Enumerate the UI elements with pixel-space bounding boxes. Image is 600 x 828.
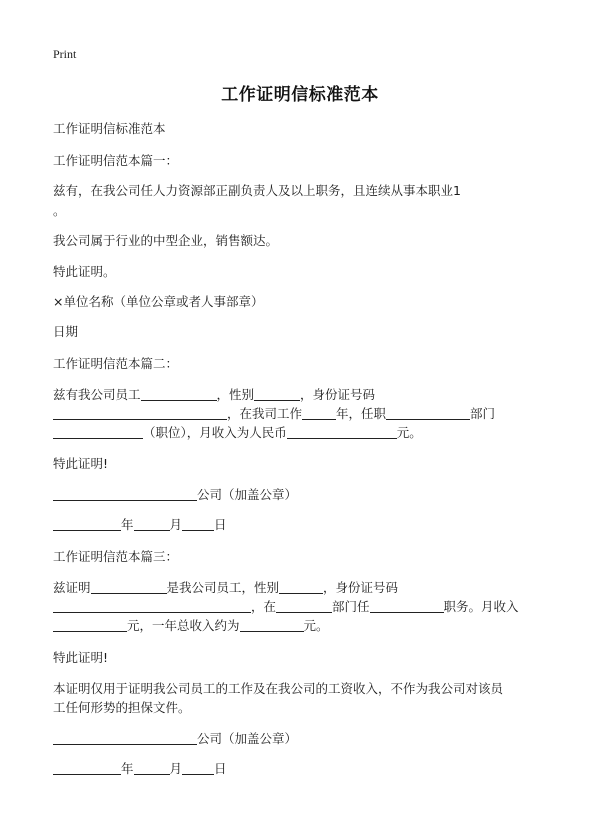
blank-field — [240, 617, 304, 632]
blank-field — [53, 730, 197, 745]
sample3-date-line: 年 月 日 — [53, 759, 553, 779]
blank-field — [302, 405, 336, 420]
sample1-date: 日期 — [53, 324, 79, 339]
sample2-date-line: 年 月 日 — [53, 515, 553, 535]
sample3-note-line2: 工任何形势的担保文件。 — [53, 700, 191, 715]
sample2-line1: 兹有我公司员工 ，性别 ，身份证号码 — [53, 387, 376, 402]
blank-field — [287, 424, 397, 439]
sample1-paragraph1-line1: 兹有，在我公司任人力资源部正副负责人及以上职务，且连续从事本职业1 — [53, 183, 461, 198]
sample1-signature: ×单位名称（单位公章或者人事部章） — [53, 294, 264, 309]
blank-field — [370, 598, 444, 613]
intro-line: 工作证明信标准范本 — [53, 121, 166, 136]
sample2-line2: ，在我司工作 年，任职 部门 — [53, 404, 553, 424]
sample3-line2: ，在 部门任 职务。月收入 — [53, 597, 553, 617]
sample3-note-line1: 本证明仅用于证明我公司员工的工作及在我公司的工资收入，不作为我公司对该员 — [53, 681, 504, 696]
blank-field — [279, 579, 323, 594]
sample3-line3: 元，一年总收入约为 元。 — [53, 616, 553, 636]
blank-field — [53, 598, 251, 613]
sample1-closing: 特此证明。 — [53, 264, 116, 279]
sample1-heading: 工作证明信范本篇一： — [53, 153, 179, 168]
blank-field — [91, 579, 167, 594]
sample3-closing: 特此证明! — [53, 650, 109, 665]
blank-field — [53, 405, 227, 420]
blank-field — [276, 598, 332, 613]
blank-field — [53, 516, 121, 531]
blank-field — [134, 516, 170, 531]
sample3-heading: 工作证明信范本篇三： — [53, 549, 179, 564]
sample1-paragraph2: 我公司属于行业的中型企业，销售额达。 — [53, 233, 279, 248]
blank-field — [386, 405, 470, 420]
blank-field — [53, 617, 127, 632]
sample2-closing: 特此证明! — [53, 456, 109, 471]
blank-field — [141, 386, 217, 401]
print-label: Print — [53, 47, 77, 61]
sample2-company-seal: 公司（加盖公章） — [53, 485, 553, 505]
blank-field — [53, 486, 197, 501]
sample3-line1: 兹证明 是我公司员工，性别 ，身份证号码 — [53, 580, 399, 595]
blank-field — [53, 760, 121, 775]
blank-field — [182, 516, 214, 531]
sample3-company-seal: 公司（加盖公章） — [53, 729, 553, 749]
blank-field — [53, 424, 143, 439]
document-title: 工作证明信标准范本 — [221, 85, 379, 105]
blank-field — [134, 760, 170, 775]
sample2-line3: （职位），月收入为人民币 元。 — [53, 423, 553, 443]
sample1-paragraph1-line2: 。 — [53, 203, 66, 218]
blank-field — [254, 386, 300, 401]
blank-field — [182, 760, 214, 775]
sample2-heading: 工作证明信范本篇二： — [53, 356, 179, 371]
